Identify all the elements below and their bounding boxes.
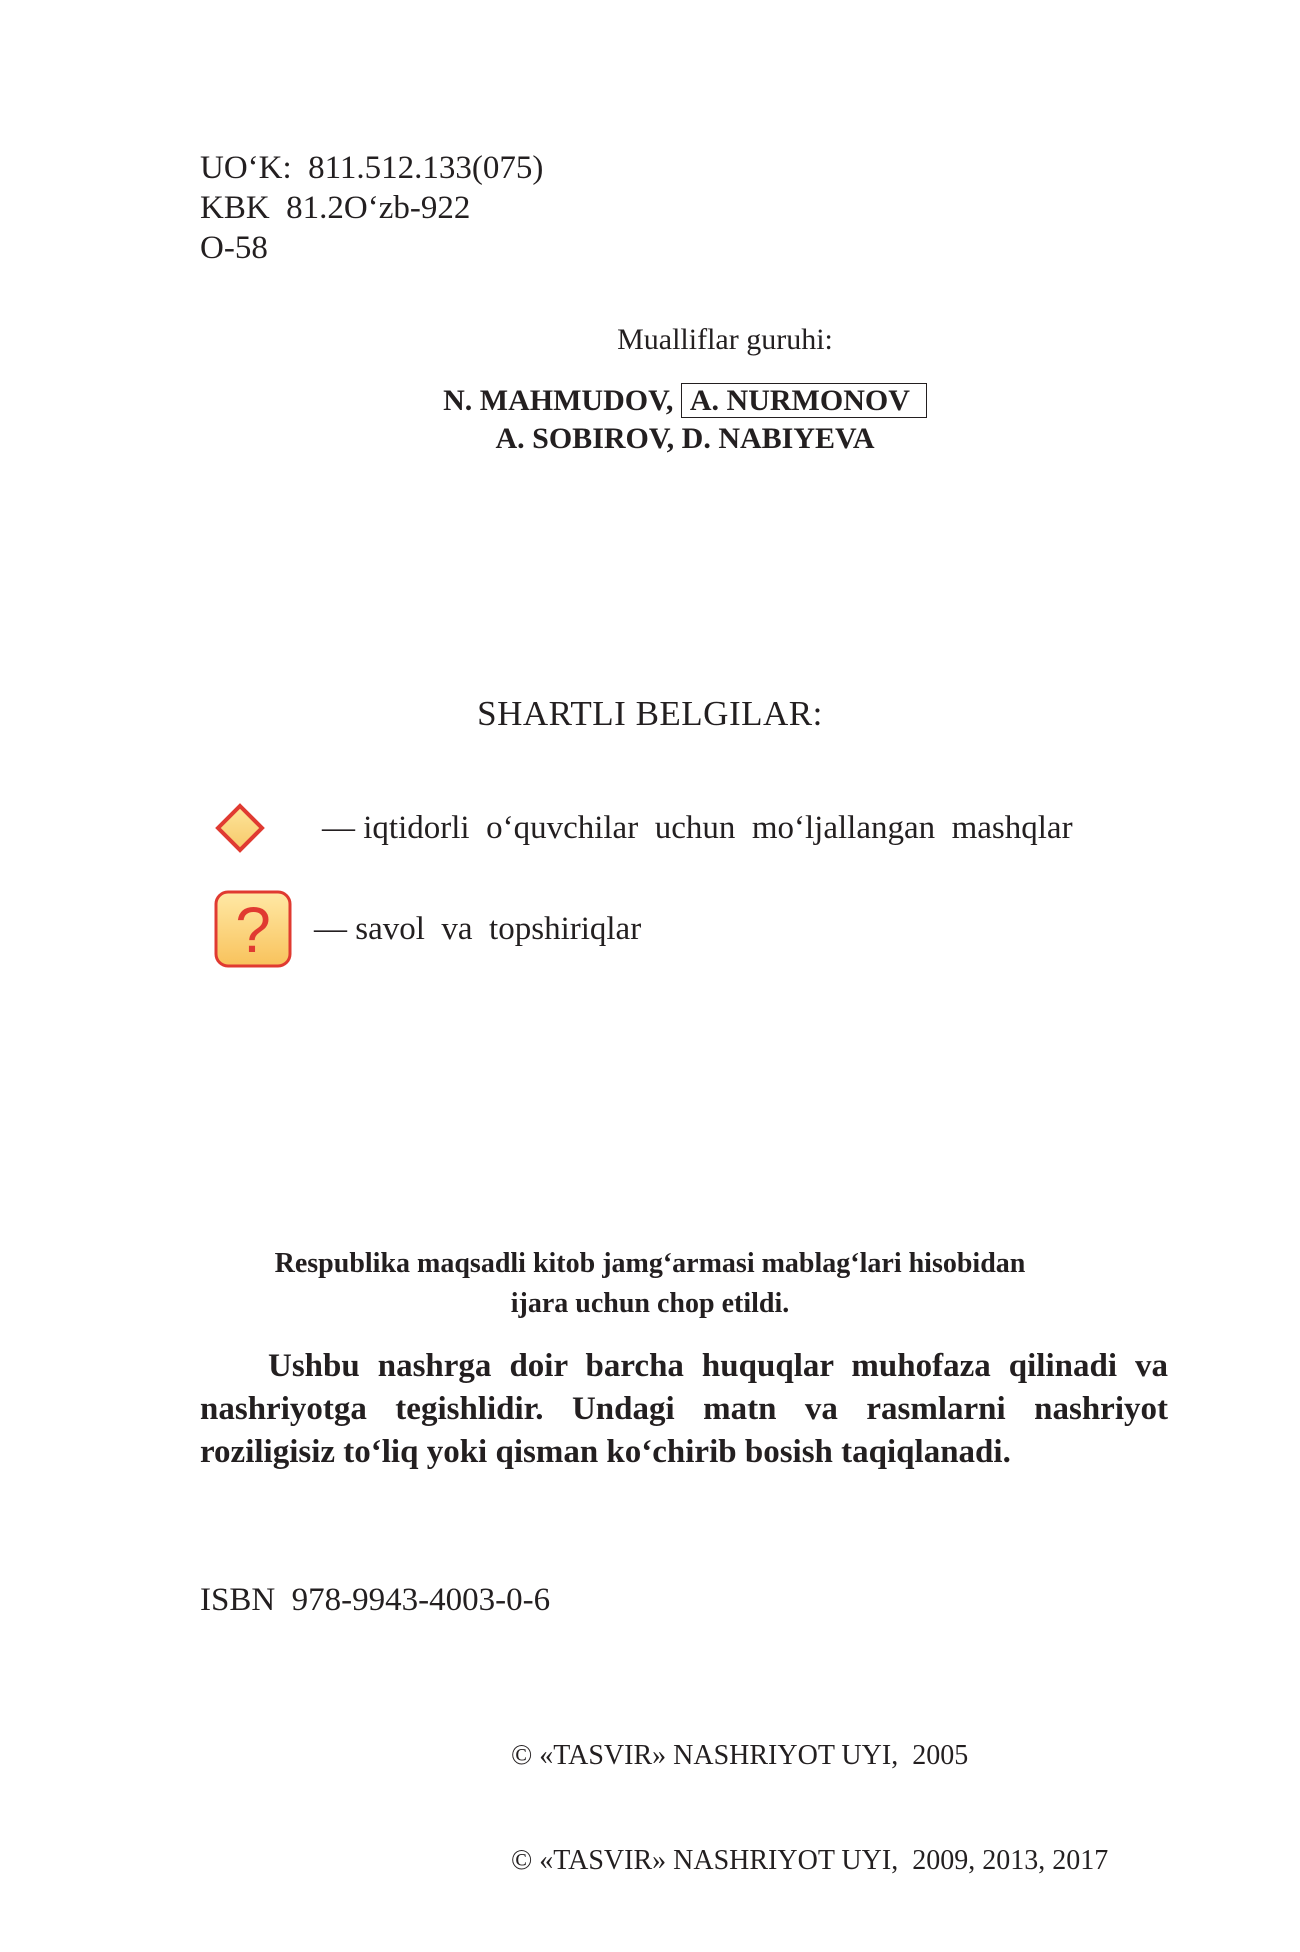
diamond-icon — [210, 802, 270, 854]
legend-text-gifted: — iqtidorli o‘quvchilar uchun mo‘ljallangan mashqlar — [322, 809, 1073, 846]
question-icon — [212, 888, 296, 970]
rights-text: Ushbu nashrga doir barcha huquqlar muhofaza qilinadi va nashriyotga tegishlidir. Undagi matn va rasmlarni nashriyot roziligisiz to‘liq yoki qisman ko‘chirib bosish taqiqlanadi. — [200, 1348, 1168, 1470]
rights-paragraph — [200, 1345, 1168, 1474]
question-glyph: ? — [235, 894, 271, 966]
author-nurmonov-boxed: A. NURMONOV — [681, 383, 927, 418]
uok-code: UO‘K: 811.512.133(075) — [200, 150, 544, 186]
funding-line-1: Respublika maqsadli kitob jamg‘armasi mablag‘lari hisobidan — [274, 1248, 1026, 1279]
book-code: O-58 — [200, 230, 268, 266]
funding-note — [0, 1244, 1300, 1324]
isbn: ISBN 978-9943-4003-0-6 — [200, 1582, 551, 1618]
kbk-code: KBK 81.2O‘zb-922 — [200, 190, 471, 226]
legend-title: SHARTLI BELGILAR: — [477, 694, 823, 733]
legend-item-questions — [212, 888, 641, 970]
copyright-line-1: © «TASVIR» NASHRIYOT UYI, 2005 — [511, 1740, 969, 1771]
legend-text-questions: — savol va topshiriqlar — [314, 910, 642, 947]
funding-line-2: ijara uchun chop etildi. — [510, 1288, 790, 1319]
author-mahmudov: N. MAHMUDOV, — [443, 384, 674, 417]
catalog-block — [200, 148, 543, 268]
copyright-line-2: © «TASVIR» NASHRIYOT UYI, 2009, 2013, 2017 — [511, 1845, 1109, 1876]
authors-line-2: A. SOBIROV, D. NABIYEVA — [495, 422, 875, 455]
authors-line-1 — [0, 382, 1300, 420]
legend-item-gifted — [210, 802, 1073, 854]
copyright-block — [511, 1668, 1108, 1913]
authors-label: Mualliflar guruhi: — [617, 323, 833, 356]
